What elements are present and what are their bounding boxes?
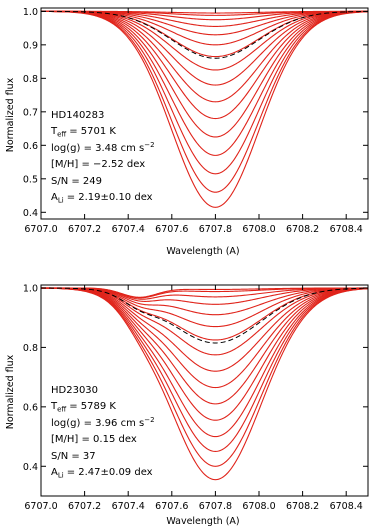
y-axis-label-top: Normalized flux bbox=[5, 77, 16, 153]
y-tick-label-top-0: 0.4 bbox=[22, 207, 38, 219]
teff-text-bottom: $T_{eff} = 5789$ K bbox=[51, 401, 116, 414]
sn-text-bottom: S/N = 37 bbox=[51, 451, 96, 462]
synthetic-spectrum-line-bottom-13 bbox=[41, 288, 368, 436]
y-axis-label-bottom: Normalized flux bbox=[5, 354, 16, 430]
x-tick-label-top-6: 6708.2 bbox=[285, 224, 320, 235]
logg-text-top: log(g) = 3.48 cm $s^{-2}$ bbox=[51, 141, 155, 154]
ali-text-top: $A_{Li} = 2.19\pm 0.10$ dex bbox=[51, 192, 153, 205]
x-tick-label-bottom-7: 6708.4 bbox=[329, 501, 363, 512]
synthetic-spectrum-line-top-11 bbox=[41, 11, 368, 118]
x-axis-label-top: Wavelength (A) bbox=[166, 246, 240, 257]
x-tick-label-bottom-0: 6707.0 bbox=[24, 501, 58, 512]
x-tick-label-top-4: 6707.8 bbox=[198, 224, 233, 235]
annotation-bottom bbox=[50, 385, 155, 480]
x-tick-label-top-7: 6708.4 bbox=[329, 224, 363, 235]
y-tick-label-top-1: 0.5 bbox=[22, 174, 38, 186]
x-tick-label-bottom-3: 6707.6 bbox=[155, 501, 189, 512]
ali-text-bottom: $A_{Li} = 2.47\pm 0.09$ dex bbox=[51, 467, 153, 480]
panel-bottom bbox=[5, 283, 368, 527]
logg-text-bottom: log(g) = 3.96 cm $s^{-2}$ bbox=[51, 416, 155, 429]
star-name-bottom: HD23030 bbox=[51, 385, 99, 396]
star-name-top: HD140283 bbox=[51, 110, 105, 121]
x-tick-label-top-2: 6707.4 bbox=[111, 224, 145, 235]
x-tick-label-top-0: 6707.0 bbox=[24, 224, 58, 235]
x-tick-label-top-3: 6707.6 bbox=[155, 224, 189, 235]
metallicity-text-top: [M/H] = −2.52 dex bbox=[51, 159, 146, 170]
annotation-top bbox=[50, 110, 155, 205]
y-tick-label-top-3: 0.7 bbox=[22, 107, 38, 119]
sn-text-top: S/N = 249 bbox=[51, 176, 103, 187]
panel-top bbox=[5, 7, 368, 257]
y-tick-label-top-5: 0.9 bbox=[22, 40, 38, 52]
x-axis-label-bottom: Wavelength (A) bbox=[166, 516, 240, 527]
teff-text-top: $T_{eff} = 5701$ K bbox=[51, 126, 116, 139]
y-tick-label-top-6: 1.0 bbox=[22, 6, 38, 18]
metallicity-text-bottom: [M/H] = 0.15 dex bbox=[51, 434, 137, 445]
synthetic-spectrum-line-top-10 bbox=[41, 11, 368, 101]
x-tick-label-top-5: 6708.0 bbox=[242, 224, 276, 235]
y-tick-label-bottom-3: 1.0 bbox=[22, 283, 38, 295]
y-tick-label-top-4: 0.8 bbox=[22, 73, 38, 85]
x-tick-label-bottom-1: 6707.2 bbox=[67, 501, 102, 512]
synthetic-spectrum-line-bottom-6 bbox=[41, 288, 368, 327]
x-tick-label-top-1: 6707.2 bbox=[67, 224, 102, 235]
x-tick-label-bottom-2: 6707.4 bbox=[111, 501, 145, 512]
x-tick-label-bottom-4: 6707.8 bbox=[198, 501, 233, 512]
y-tick-label-bottom-2: 0.8 bbox=[22, 342, 38, 354]
y-tick-label-bottom-1: 0.6 bbox=[22, 402, 38, 414]
x-tick-label-bottom-6: 6708.2 bbox=[285, 501, 320, 512]
x-tick-label-bottom-5: 6708.0 bbox=[242, 501, 276, 512]
y-tick-label-bottom-0: 0.4 bbox=[22, 461, 38, 473]
y-tick-label-top-2: 0.6 bbox=[22, 140, 38, 152]
